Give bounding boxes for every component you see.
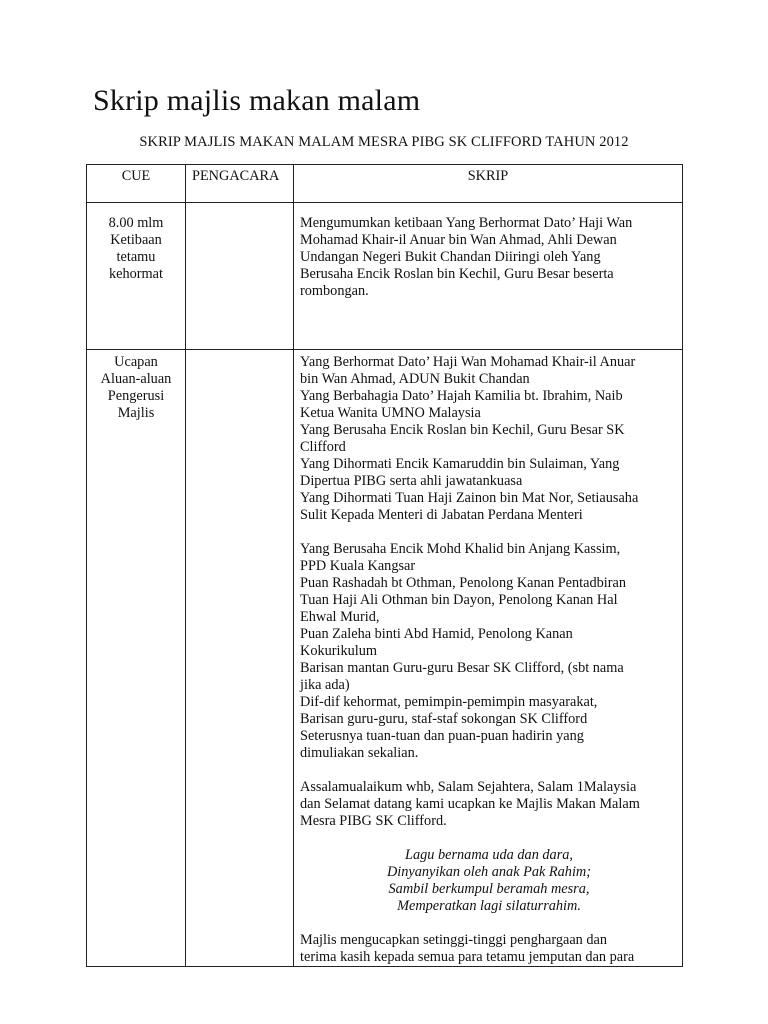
skrip-line: Ketua Wanita UMNO Malaysia — [300, 405, 481, 421]
skrip-line: Mengumumkan ketibaan Yang Berhormat Dato’ Haji Wan — [300, 215, 633, 231]
skrip-line: Ehwal Murid, — [300, 609, 380, 625]
poem-line: Memperatkan lagi silaturrahim. — [397, 898, 581, 914]
skrip-cell — [294, 203, 683, 350]
poem-line: Lagu bernama uda dan dara, — [405, 847, 573, 863]
document-title: Skrip majlis makan malam — [93, 84, 421, 117]
paragraph-gap — [300, 915, 678, 932]
cue-line: Ucapan — [114, 354, 158, 370]
cue-cell — [87, 350, 186, 967]
skrip-line: Majlis mengucapkan setinggi-tinggi penghargaan dan — [300, 932, 608, 948]
column-header-skrip: SKRIP — [294, 165, 683, 203]
cue-line: Ketibaan — [110, 232, 162, 248]
skrip-line: Tuan Haji Ali Othman bin Dayon, Penolong Kanan Hal — [300, 592, 618, 608]
skrip-line: Yang Dihormati Tuan Haji Zainon bin Mat Nor, Setiausaha — [300, 490, 639, 506]
skrip-line: dan Selamat datang kami ucapkan ke Majlis Makan Malam — [300, 796, 640, 812]
skrip-line: Undangan Negeri Bukit Chandan Diiringi oleh Yang — [300, 249, 601, 265]
skrip-line: Dipertua PIBG serta ahli jawatankuasa — [300, 473, 523, 489]
poem-line: Sambil berkumpul beramah mesra, — [388, 881, 590, 897]
skrip-line: Kokurikulum — [300, 643, 378, 659]
cue-line: Aluan-aluan — [100, 371, 172, 387]
skrip-cell — [294, 350, 683, 967]
paragraph-gap — [300, 830, 678, 847]
pengacara-cell — [186, 350, 294, 967]
skrip-line: Barisan mantan Guru-guru Besar SK Clifford, (sbt nama — [300, 660, 624, 676]
skrip-line: Yang Berusaha Encik Roslan bin Kechil, Guru Besar SK — [300, 422, 625, 438]
pengacara-cell — [186, 203, 294, 350]
skrip-line: Clifford — [300, 439, 346, 455]
cue-line: Pengerusi — [107, 388, 165, 404]
skrip-line: Seterusnya tuan-tuan dan puan-puan hadirin yang — [300, 728, 584, 744]
skrip-line: rombongan. — [300, 283, 369, 299]
paragraph-gap — [300, 762, 678, 779]
skrip-line: Yang Berusaha Encik Mohd Khalid bin Anjang Kassim, — [300, 541, 621, 557]
skrip-line: Dif-dif kehormat, pemimpin-pemimpin masyarakat, — [300, 694, 598, 710]
column-header-pengacara: PENGACARA — [186, 165, 294, 203]
cue-line: 8.00 mlm — [108, 215, 164, 231]
table-header-row — [87, 165, 683, 203]
column-header-cue: CUE — [87, 165, 186, 203]
skrip-line: Assalamualaikum whb, Salam Sejahtera, Salam 1Malaysia — [300, 779, 637, 795]
cue-line: tetamu — [116, 249, 156, 265]
cue-cell — [87, 203, 186, 350]
script-table — [86, 164, 683, 967]
skrip-line: Mohamad Khair-il Anuar bin Wan Ahmad, Ahli Dewan — [300, 232, 617, 248]
skrip-line: Berusaha Encik Roslan bin Kechil, Guru Besar beserta — [300, 266, 614, 282]
skrip-line: Puan Rashadah bt Othman, Penolong Kanan Pentadbiran — [300, 575, 626, 591]
table-row — [87, 350, 683, 967]
skrip-line: Barisan guru-guru, staf-staf sokongan SK Clifford — [300, 711, 588, 727]
paragraph-gap — [300, 524, 678, 541]
cue-line: Majlis — [117, 405, 155, 421]
skrip-line: Yang Berhormat Dato’ Haji Wan Mohamad Khair-il Anuar — [300, 354, 636, 370]
table-row — [87, 203, 683, 350]
document-subtitle: SKRIP MAJLIS MAKAN MALAM MESRA PIBG SK CLIFFORD TAHUN 2012 — [139, 134, 629, 150]
skrip-line: bin Wan Ahmad, ADUN Bukit Chandan — [300, 371, 530, 387]
cue-line: kehormat — [109, 266, 163, 282]
skrip-line: Yang Dihormati Encik Kamaruddin bin Sulaiman, Yang — [300, 456, 620, 472]
skrip-line: terima kasih kepada semua para tetamu jemputan dan para — [300, 949, 635, 965]
skrip-line: Puan Zaleha binti Abd Hamid, Penolong Kanan — [300, 626, 573, 642]
skrip-line: dimuliakan sekalian. — [300, 745, 419, 761]
poem-line: Dinyanyikan oleh anak Pak Rahim; — [386, 864, 592, 880]
skrip-line: Mesra PIBG SK Clifford. — [300, 813, 447, 829]
skrip-line: jika ada) — [300, 677, 350, 693]
skrip-line: Yang Berbahagia Dato’ Hajah Kamilia bt. Ibrahim, Naib — [300, 388, 623, 404]
skrip-line: Sulit Kepada Menteri di Jabatan Perdana Menteri — [300, 507, 583, 523]
skrip-line: PPD Kuala Kangsar — [300, 558, 416, 574]
